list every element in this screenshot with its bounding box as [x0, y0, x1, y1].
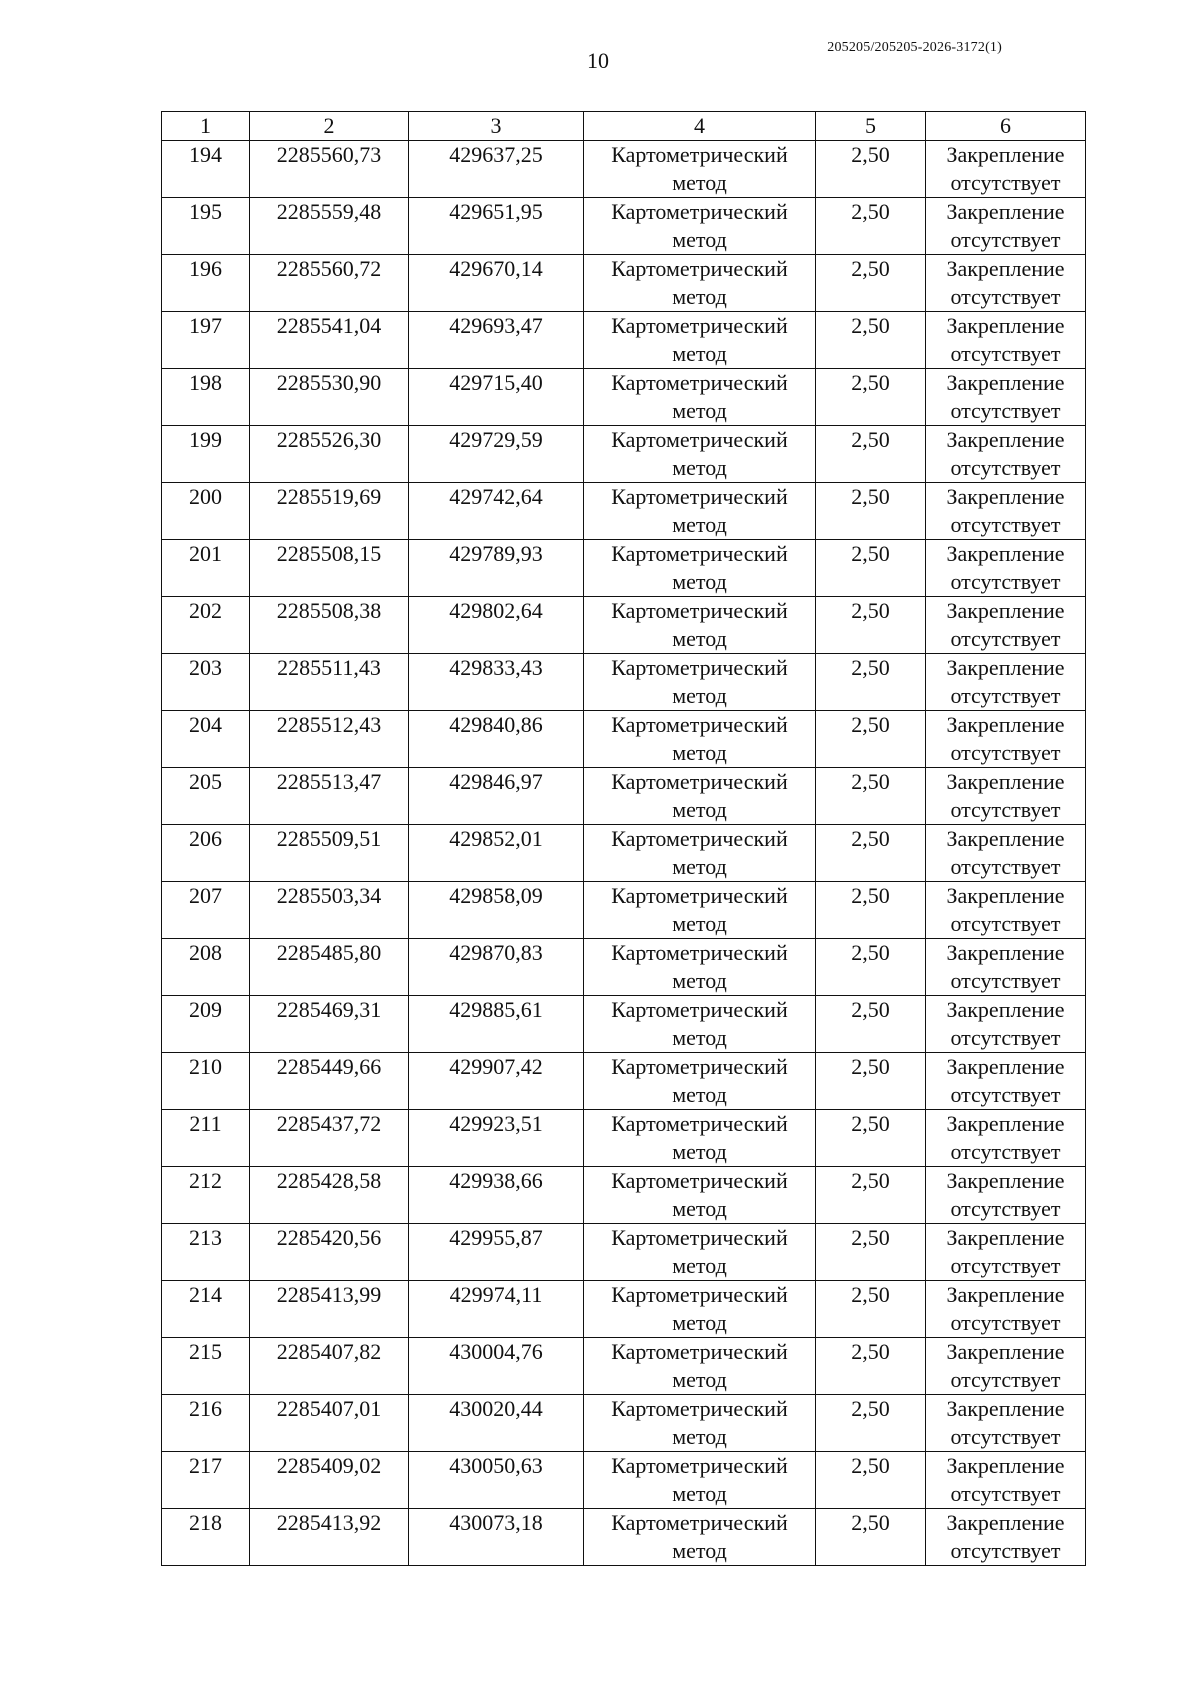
method-cell	[584, 255, 816, 312]
fixation-cell	[926, 1053, 1086, 1110]
table-row	[162, 882, 1086, 939]
fixation-cell	[926, 426, 1086, 483]
x-coordinate-cell: 2285512,43	[250, 711, 409, 768]
point-number-cell: 204	[162, 711, 250, 768]
method-line: Картометрический	[611, 655, 788, 680]
accuracy-cell: 2,50	[816, 255, 926, 312]
fixation-line: Закрепление	[946, 712, 1065, 737]
table-row	[162, 255, 1086, 312]
point-number-cell: 199	[162, 426, 250, 483]
method-cell	[584, 1338, 816, 1395]
y-coordinate-cell: 429938,66	[409, 1167, 584, 1224]
table-row	[162, 312, 1086, 369]
method-line: метод	[672, 1025, 727, 1050]
point-number-cell: 203	[162, 654, 250, 711]
method-line: Картометрический	[611, 598, 788, 623]
table-row	[162, 654, 1086, 711]
method-line: Картометрический	[611, 484, 788, 509]
table-row	[162, 198, 1086, 255]
x-coordinate-cell: 2285407,82	[250, 1338, 409, 1395]
method-line: Картометрический	[611, 826, 788, 851]
method-line: метод	[672, 170, 727, 195]
method-line: Картометрический	[611, 940, 788, 965]
method-line: Картометрический	[611, 427, 788, 452]
fixation-cell	[926, 255, 1086, 312]
fixation-line: Закрепление	[946, 256, 1065, 281]
method-line: метод	[672, 569, 727, 594]
x-coordinate-cell: 2285526,30	[250, 426, 409, 483]
point-number-cell: 218	[162, 1509, 250, 1566]
point-number-cell: 205	[162, 768, 250, 825]
point-number-cell: 207	[162, 882, 250, 939]
fixation-line: отсутствует	[950, 1253, 1061, 1278]
fixation-cell	[926, 597, 1086, 654]
fixation-line: Закрепление	[946, 940, 1065, 965]
point-number-cell: 216	[162, 1395, 250, 1452]
x-coordinate-cell: 2285508,38	[250, 597, 409, 654]
point-number-cell: 206	[162, 825, 250, 882]
accuracy-cell: 2,50	[816, 711, 926, 768]
table-row	[162, 1452, 1086, 1509]
method-cell	[584, 1053, 816, 1110]
method-cell	[584, 1395, 816, 1452]
y-coordinate-cell: 429852,01	[409, 825, 584, 882]
x-coordinate-cell: 2285503,34	[250, 882, 409, 939]
method-line: Картометрический	[611, 256, 788, 281]
method-line: метод	[672, 1538, 727, 1563]
fixation-line: отсутствует	[950, 1367, 1061, 1392]
fixation-line: Закрепление	[946, 997, 1065, 1022]
method-cell	[584, 996, 816, 1053]
coordinates-table	[161, 111, 1086, 1566]
fixation-line: отсутствует	[950, 911, 1061, 936]
method-line: метод	[672, 398, 727, 423]
fixation-cell	[926, 1338, 1086, 1395]
header-cell-4: 4	[584, 112, 816, 141]
accuracy-cell: 2,50	[816, 939, 926, 996]
method-line: метод	[672, 1253, 727, 1278]
method-cell	[584, 198, 816, 255]
method-line: метод	[672, 968, 727, 993]
fixation-line: отсутствует	[950, 1310, 1061, 1335]
method-cell	[584, 1452, 816, 1509]
table-row	[162, 540, 1086, 597]
fixation-line: отсутствует	[950, 626, 1061, 651]
x-coordinate-cell: 2285413,92	[250, 1509, 409, 1566]
x-coordinate-cell: 2285407,01	[250, 1395, 409, 1452]
accuracy-cell: 2,50	[816, 540, 926, 597]
method-cell	[584, 1281, 816, 1338]
x-coordinate-cell: 2285437,72	[250, 1110, 409, 1167]
method-cell	[584, 1509, 816, 1566]
y-coordinate-cell: 429907,42	[409, 1053, 584, 1110]
fixation-line: Закрепление	[946, 598, 1065, 623]
fixation-line: отсутствует	[950, 1424, 1061, 1449]
fixation-cell	[926, 1167, 1086, 1224]
accuracy-cell: 2,50	[816, 1338, 926, 1395]
method-line: метод	[672, 740, 727, 765]
fixation-line: Закрепление	[946, 1111, 1065, 1136]
method-line: метод	[672, 797, 727, 822]
document-id: 205205/205205-2026-3172(1)	[827, 40, 1002, 55]
method-line: Картометрический	[611, 1054, 788, 1079]
method-line: Картометрический	[611, 1168, 788, 1193]
method-cell	[584, 369, 816, 426]
method-line: Картометрический	[611, 1339, 788, 1364]
method-line: метод	[672, 284, 727, 309]
fixation-line: Закрепление	[946, 541, 1065, 566]
method-cell	[584, 939, 816, 996]
fixation-line: отсутствует	[950, 569, 1061, 594]
accuracy-cell: 2,50	[816, 1167, 926, 1224]
point-number-cell: 210	[162, 1053, 250, 1110]
table-row	[162, 597, 1086, 654]
x-coordinate-cell: 2285541,04	[250, 312, 409, 369]
table-row	[162, 141, 1086, 198]
table-row	[162, 939, 1086, 996]
x-coordinate-cell: 2285559,48	[250, 198, 409, 255]
fixation-line: Закрепление	[946, 1282, 1065, 1307]
table-row	[162, 1338, 1086, 1395]
fixation-line: отсутствует	[950, 341, 1061, 366]
y-coordinate-cell: 429651,95	[409, 198, 584, 255]
point-number-cell: 208	[162, 939, 250, 996]
method-line: метод	[672, 1424, 727, 1449]
fixation-line: отсутствует	[950, 1139, 1061, 1164]
page-number: 10	[587, 48, 609, 73]
point-number-cell: 215	[162, 1338, 250, 1395]
method-line: метод	[672, 1196, 727, 1221]
y-coordinate-cell: 429846,97	[409, 768, 584, 825]
y-coordinate-cell: 429802,64	[409, 597, 584, 654]
point-number-cell: 196	[162, 255, 250, 312]
method-line: Картометрический	[611, 313, 788, 338]
fixation-line: Закрепление	[946, 484, 1065, 509]
fixation-line: Закрепление	[946, 1453, 1065, 1478]
accuracy-cell: 2,50	[816, 825, 926, 882]
header-cell-1: 1	[162, 112, 250, 141]
table-row	[162, 711, 1086, 768]
fixation-cell	[926, 882, 1086, 939]
fixation-line: отсутствует	[950, 1082, 1061, 1107]
y-coordinate-cell: 429870,83	[409, 939, 584, 996]
method-line: Картометрический	[611, 1225, 788, 1250]
table-row	[162, 1053, 1086, 1110]
fixation-cell	[926, 825, 1086, 882]
fixation-cell	[926, 540, 1086, 597]
fixation-cell	[926, 768, 1086, 825]
fixation-line: отсутствует	[950, 968, 1061, 993]
x-coordinate-cell: 2285519,69	[250, 483, 409, 540]
fixation-line: отсутствует	[950, 854, 1061, 879]
fixation-line: Закрепление	[946, 883, 1065, 908]
y-coordinate-cell: 430073,18	[409, 1509, 584, 1566]
y-coordinate-cell: 429670,14	[409, 255, 584, 312]
accuracy-cell: 2,50	[816, 1053, 926, 1110]
method-line: метод	[672, 455, 727, 480]
method-cell	[584, 1224, 816, 1281]
fixation-line: Закрепление	[946, 655, 1065, 680]
table-row	[162, 1110, 1086, 1167]
method-cell	[584, 312, 816, 369]
method-line: метод	[672, 1082, 727, 1107]
point-number-cell: 194	[162, 141, 250, 198]
point-number-cell: 212	[162, 1167, 250, 1224]
method-line: Картометрический	[611, 199, 788, 224]
fixation-line: отсутствует	[950, 398, 1061, 423]
method-line: Картометрический	[611, 142, 788, 167]
fixation-line: отсутствует	[950, 797, 1061, 822]
y-coordinate-cell: 429789,93	[409, 540, 584, 597]
accuracy-cell: 2,50	[816, 654, 926, 711]
method-line: метод	[672, 1310, 727, 1335]
table-row	[162, 1509, 1086, 1566]
fixation-cell	[926, 483, 1086, 540]
accuracy-cell: 2,50	[816, 768, 926, 825]
method-line: метод	[672, 1367, 727, 1392]
fixation-line: Закрепление	[946, 1168, 1065, 1193]
fixation-line: отсутствует	[950, 1481, 1061, 1506]
table-row	[162, 426, 1086, 483]
accuracy-cell: 2,50	[816, 198, 926, 255]
fixation-line: отсутствует	[950, 227, 1061, 252]
method-cell	[584, 882, 816, 939]
fixation-line: Закрепление	[946, 1225, 1065, 1250]
fixation-cell	[926, 654, 1086, 711]
fixation-cell	[926, 1224, 1086, 1281]
method-cell	[584, 483, 816, 540]
x-coordinate-cell: 2285508,15	[250, 540, 409, 597]
method-line: метод	[672, 512, 727, 537]
y-coordinate-cell: 430004,76	[409, 1338, 584, 1395]
y-coordinate-cell: 429833,43	[409, 654, 584, 711]
method-cell	[584, 540, 816, 597]
y-coordinate-cell: 429923,51	[409, 1110, 584, 1167]
fixation-line: Закрепление	[946, 427, 1065, 452]
table-row	[162, 825, 1086, 882]
header-cell-2: 2	[250, 112, 409, 141]
fixation-line: отсутствует	[950, 170, 1061, 195]
x-coordinate-cell: 2285560,72	[250, 255, 409, 312]
fixation-cell	[926, 369, 1086, 426]
fixation-line: отсутствует	[950, 1196, 1061, 1221]
y-coordinate-cell: 430020,44	[409, 1395, 584, 1452]
fixation-line: Закрепление	[946, 1054, 1065, 1079]
y-coordinate-cell: 429858,09	[409, 882, 584, 939]
fixation-line: отсутствует	[950, 683, 1061, 708]
fixation-cell	[926, 996, 1086, 1053]
x-coordinate-cell: 2285511,43	[250, 654, 409, 711]
header-cell-6: 6	[926, 112, 1086, 141]
x-coordinate-cell: 2285413,99	[250, 1281, 409, 1338]
accuracy-cell: 2,50	[816, 141, 926, 198]
accuracy-cell: 2,50	[816, 882, 926, 939]
fixation-line: Закрепление	[946, 1510, 1065, 1535]
accuracy-cell: 2,50	[816, 597, 926, 654]
header-row	[162, 112, 1086, 141]
accuracy-cell: 2,50	[816, 483, 926, 540]
table-row	[162, 996, 1086, 1053]
fixation-line: Закрепление	[946, 199, 1065, 224]
table-row	[162, 1224, 1086, 1281]
method-cell	[584, 1110, 816, 1167]
method-cell	[584, 768, 816, 825]
header-cell-5: 5	[816, 112, 926, 141]
fixation-cell	[926, 711, 1086, 768]
method-line: метод	[672, 626, 727, 651]
accuracy-cell: 2,50	[816, 1395, 926, 1452]
method-line: метод	[672, 227, 727, 252]
point-number-cell: 198	[162, 369, 250, 426]
table-header	[162, 112, 1086, 141]
fixation-cell	[926, 1395, 1086, 1452]
header-cell-3: 3	[409, 112, 584, 141]
fixation-line: Закрепление	[946, 370, 1065, 395]
point-number-cell: 213	[162, 1224, 250, 1281]
method-line: Картометрический	[611, 1282, 788, 1307]
method-line: метод	[672, 1481, 727, 1506]
fixation-cell	[926, 1281, 1086, 1338]
accuracy-cell: 2,50	[816, 1452, 926, 1509]
point-number-cell: 202	[162, 597, 250, 654]
fixation-line: отсутствует	[950, 284, 1061, 309]
table-row	[162, 483, 1086, 540]
method-cell	[584, 141, 816, 198]
accuracy-cell: 2,50	[816, 1224, 926, 1281]
fixation-line: отсутствует	[950, 1025, 1061, 1050]
fixation-line: Закрепление	[946, 769, 1065, 794]
fixation-line: отсутствует	[950, 1538, 1061, 1563]
method-cell	[584, 597, 816, 654]
table-row	[162, 768, 1086, 825]
method-line: Картометрический	[611, 541, 788, 566]
point-number-cell: 214	[162, 1281, 250, 1338]
x-coordinate-cell: 2285420,56	[250, 1224, 409, 1281]
fixation-cell	[926, 1452, 1086, 1509]
table-row	[162, 1281, 1086, 1338]
y-coordinate-cell: 429742,64	[409, 483, 584, 540]
accuracy-cell: 2,50	[816, 426, 926, 483]
point-number-cell: 201	[162, 540, 250, 597]
fixation-cell	[926, 939, 1086, 996]
y-coordinate-cell: 429974,11	[409, 1281, 584, 1338]
point-number-cell: 209	[162, 996, 250, 1053]
x-coordinate-cell: 2285449,66	[250, 1053, 409, 1110]
method-line: Картометрический	[611, 370, 788, 395]
x-coordinate-cell: 2285509,51	[250, 825, 409, 882]
point-number-cell: 217	[162, 1452, 250, 1509]
method-cell	[584, 711, 816, 768]
fixation-cell	[926, 1110, 1086, 1167]
x-coordinate-cell: 2285485,80	[250, 939, 409, 996]
x-coordinate-cell: 2285409,02	[250, 1452, 409, 1509]
x-coordinate-cell: 2285469,31	[250, 996, 409, 1053]
x-coordinate-cell: 2285428,58	[250, 1167, 409, 1224]
accuracy-cell: 2,50	[816, 1281, 926, 1338]
method-line: метод	[672, 341, 727, 366]
method-line: Картометрический	[611, 997, 788, 1022]
method-line: метод	[672, 683, 727, 708]
table-row	[162, 1395, 1086, 1452]
fixation-line: Закрепление	[946, 826, 1065, 851]
fixation-line: Закрепление	[946, 1339, 1065, 1364]
y-coordinate-cell: 429715,40	[409, 369, 584, 426]
fixation-line: отсутствует	[950, 512, 1061, 537]
method-line: метод	[672, 911, 727, 936]
method-line: метод	[672, 1139, 727, 1164]
accuracy-cell: 2,50	[816, 312, 926, 369]
fixation-line: отсутствует	[950, 740, 1061, 765]
method-line: метод	[672, 854, 727, 879]
table-row	[162, 1167, 1086, 1224]
y-coordinate-cell: 430050,63	[409, 1452, 584, 1509]
fixation-cell	[926, 198, 1086, 255]
point-number-cell: 200	[162, 483, 250, 540]
point-number-cell: 197	[162, 312, 250, 369]
y-coordinate-cell: 429729,59	[409, 426, 584, 483]
x-coordinate-cell: 2285513,47	[250, 768, 409, 825]
method-line: Картометрический	[611, 1510, 788, 1535]
point-number-cell: 195	[162, 198, 250, 255]
table-row	[162, 369, 1086, 426]
method-cell	[584, 825, 816, 882]
accuracy-cell: 2,50	[816, 996, 926, 1053]
accuracy-cell: 2,50	[816, 1110, 926, 1167]
x-coordinate-cell: 2285560,73	[250, 141, 409, 198]
method-line: Картометрический	[611, 1453, 788, 1478]
method-cell	[584, 654, 816, 711]
method-line: Картометрический	[611, 1111, 788, 1136]
y-coordinate-cell: 429885,61	[409, 996, 584, 1053]
fixation-line: Закрепление	[946, 313, 1065, 338]
accuracy-cell: 2,50	[816, 1509, 926, 1566]
method-line: Картометрический	[611, 769, 788, 794]
fixation-line: отсутствует	[950, 455, 1061, 480]
fixation-line: Закрепление	[946, 142, 1065, 167]
y-coordinate-cell: 429693,47	[409, 312, 584, 369]
table-body	[162, 141, 1086, 1566]
fixation-cell	[926, 1509, 1086, 1566]
method-line: Картометрический	[611, 883, 788, 908]
method-cell	[584, 426, 816, 483]
fixation-cell	[926, 141, 1086, 198]
fixation-cell	[926, 312, 1086, 369]
accuracy-cell: 2,50	[816, 369, 926, 426]
method-line: Картометрический	[611, 712, 788, 737]
x-coordinate-cell: 2285530,90	[250, 369, 409, 426]
fixation-line: Закрепление	[946, 1396, 1065, 1421]
y-coordinate-cell: 429637,25	[409, 141, 584, 198]
y-coordinate-cell: 429955,87	[409, 1224, 584, 1281]
point-number-cell: 211	[162, 1110, 250, 1167]
y-coordinate-cell: 429840,86	[409, 711, 584, 768]
method-line: Картометрический	[611, 1396, 788, 1421]
method-cell	[584, 1167, 816, 1224]
